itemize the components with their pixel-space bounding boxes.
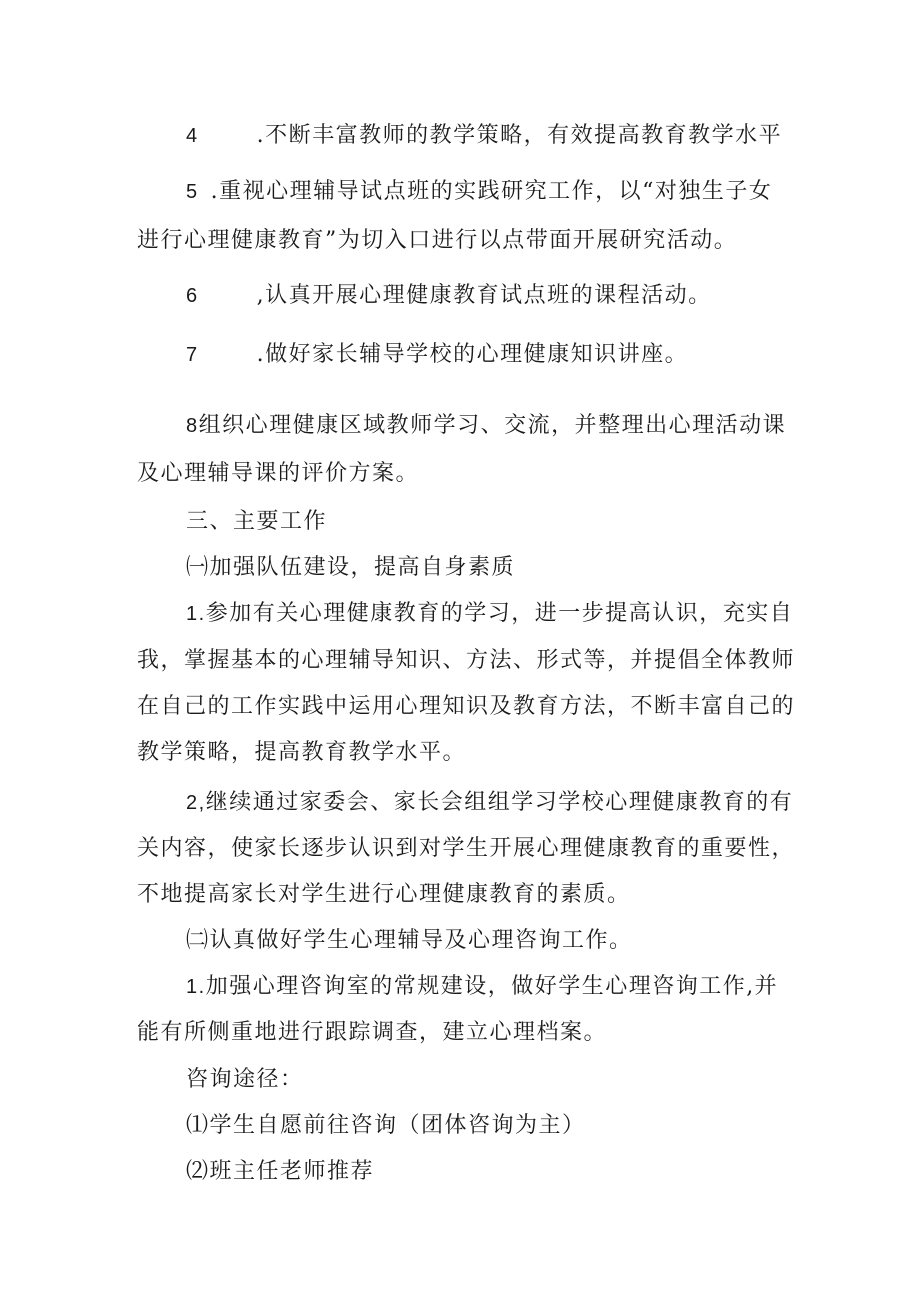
paragraph-text: 继续通过家委会、家长会组组学习学校心理健康教育的有 — [205, 790, 794, 815]
sub2-paragraph-1-line-2: 能有所侧重地进行跟踪调查，建立心理档案。 — [137, 1020, 608, 1045]
channels-label: 咨询途径： — [186, 1067, 304, 1092]
paragraph-text: 加强心理咨询室的常规建设，做好学生心理咨询工作,并 — [205, 974, 779, 999]
list-item-7 — [186, 340, 688, 370]
item-number: 8 — [186, 415, 199, 437]
sub1-paragraph-2-line-1 — [186, 788, 793, 818]
item-number: 4 — [186, 125, 199, 147]
item-number: 7 — [186, 344, 199, 366]
paragraph-number: 1. — [186, 603, 206, 625]
paragraph-number: 1. — [186, 976, 206, 998]
item-number: 6 — [186, 285, 199, 307]
section-title: 三、主要工作 — [186, 509, 328, 534]
sub1-paragraph-1-line-1 — [186, 599, 793, 629]
sub1-paragraph-1-line-2: 我，掌握基本的心理辅导知识、方法、形式等，并提倡全体教师 — [137, 648, 796, 673]
channel-item-1: ⑴学生自愿前往咨询（团体咨询为主） — [186, 1113, 586, 1138]
sub1-paragraph-2-line-2: 关内容，使家长逐步认识到对学生开展心理健康教育的重要性， — [137, 836, 796, 861]
list-item-4 — [186, 121, 782, 151]
item-text: ,认真开展心理健康教育试点班的课程活动。 — [256, 283, 712, 308]
item-text: .做好家长辅导学校的心理健康知识讲座。 — [256, 342, 689, 367]
list-item-6 — [186, 281, 712, 311]
sub2-paragraph-1-line-1 — [186, 972, 778, 1002]
list-item-5-continuation: 进行心理健康教育”为切入口进行以点带面开展研究活动。 — [137, 228, 738, 253]
sub1-paragraph-2-line-3: 不地提高家长对学生进行心理健康教育的素质。 — [137, 882, 631, 907]
list-item-8-continuation: 及心理辅导课的评价方案。 — [137, 461, 420, 486]
item-text: .不断丰富教师的教学策略，有效提高教育教学水平 — [256, 123, 783, 148]
item-number: 5 — [186, 181, 199, 203]
channel-item-2: ⑵班主任老师推荐 — [186, 1159, 375, 1184]
list-item-8 — [186, 411, 786, 441]
item-text: 组织心理健康区域教师学习、交流，并整理出心理活动课 — [198, 413, 787, 438]
item-text: .重视心理辅导试点班的实践研究工作，以“对独生子女 — [210, 179, 773, 204]
subsection-1-title: ㈠加强队伍建设，提高自身素质 — [186, 555, 516, 580]
sub1-paragraph-1-line-3: 在自己的工作实践中运用心理知识及教育方法，不断丰富自己的 — [137, 694, 796, 719]
sub1-paragraph-1-line-4: 教学策略，提高教育教学水平。 — [137, 740, 467, 765]
paragraph-text: 参加有关心理健康教育的学习，进一步提高认识，充实自 — [205, 601, 794, 626]
subsection-2-title: ㈡认真做好学生心理辅导及心理咨询工作。 — [186, 928, 633, 953]
list-item-5 — [186, 177, 772, 207]
paragraph-number: 2, — [186, 792, 206, 814]
